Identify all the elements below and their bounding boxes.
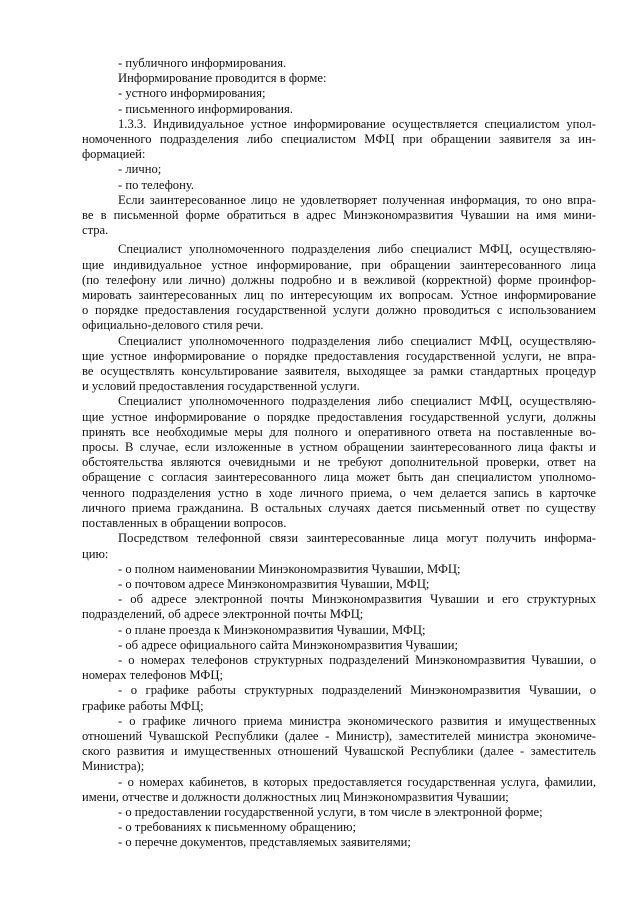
text-line: - публичного информирования. [118,56,287,70]
text-line: 1.3.3. Индивидуальное устное информирование осуществляется специалистом упол- [118,116,596,131]
text-line: Министра); [82,759,145,774]
document-page [82,56,596,851]
text-line: имени, отчестве и должности должностных лиц Минэкономразвития Чувашии; [82,789,509,804]
text-line: - о номерах кабинетов, в которых предоставляется государственная услуга, фамилии, [118,774,596,789]
text-line: - о предоставлении государственной услуги, в том числе в электронной форме; [118,804,543,819]
text-line: стра. [82,223,109,238]
text-line: графике работы МФЦ; [82,698,204,713]
text-line: подразделений, об адресе электронной почты МФЦ; [82,607,364,622]
text-line: ве в письменной форме обратиться в адрес Минэкономразвития Чувашии на имя мини- [82,208,596,223]
text-line: щие индивидуальное устное информирование, при обращении заинтересованного лица [82,257,596,272]
text-line: просы. В случае, если изложенные в устном обращении заинтересованного лица факты и [82,440,596,455]
text-line: - о плане проезда к Минэкономразвития Чувашии, МФЦ; [118,622,426,637]
text-line: ченного подразделения устно в ходе личного приема, о чем делается запись в карточке [82,485,596,500]
text-line: - о номерах телефонов структурных подразделений Минэкономразвития Чувашии, о [118,652,596,667]
text-line: обстоятельства являются очевидными и не требуют дополнительной проверки, ответ на [82,455,596,470]
text-line: отношений Чувашской Республики (далее - Министр), заместителей министра экономиче- [82,728,596,743]
text-line: личного приема гражданина. В остальных случаях дается письменный ответ по существу [82,500,596,515]
text-line: обращение с согласия заинтересованного лица может быть дан специалистом уполномо- [82,470,596,485]
text-line: - устного информирования; [118,86,266,101]
text-line: - письменного информирования. [118,101,293,116]
text-line: принять все необходимые меры для полного и оперативного ответа на поставленные во- [82,424,596,439]
text-line: поставленных в обращении вопросов. [82,516,287,531]
text-line: Посредством телефонной связи заинтересованные лица могут получить информа- [118,531,596,546]
text-line: Специалист уполномоченного подразделения либо специалист МФЦ, осуществляю- [118,333,596,348]
text-line: Если заинтересованное лицо не удовлетворяет полученная информация, то оно впра- [118,192,596,207]
text-line: - о требованиях к письменному обращению; [118,820,356,835]
text-line: мировать заинтересованных лиц по интересующим их вопросам. Устное информирование [82,288,596,303]
text-line: ве осуществлять консультирование заявителя, выходящее за рамки стандартных процедур [82,364,596,379]
text-line: - о полном наименовании Минэкономразвития Чувашии, МФЦ; [118,561,461,576]
text-line: - о графике личного приема министра экономического развития и имущественных [118,713,596,728]
text-line: цию: [82,546,109,561]
text-line: - лично; [118,162,162,177]
text-line: ского развития и имущественных отношений Чувашской Республики (далее - заместитель [82,744,596,759]
text-line: - о почтовом адресе Минэкономразвития Чувашии, МФЦ; [118,576,430,591]
text-line: щие устное информирование о порядке предоставления государственной услуги, не впра- [82,348,596,363]
text-line: - об адресе официального сайта Минэкономразвития Чувашии; [118,637,458,652]
text-line: и условий предоставления государственной услуги. [82,379,360,394]
text-line: Специалист уполномоченного подразделения либо специалист МФЦ, осуществляю- [118,394,596,409]
text-line: Специалист уполномоченного подразделения либо специалист МФЦ, осуществляю- [118,242,596,257]
text-line: номерах телефонов МФЦ; [82,668,223,683]
text-line: - об адресе электронной почты Минэкономразвития Чувашии и его структурных [118,592,596,607]
text-line: официально-делового стиля речи. [82,318,264,333]
text-line: (по телефону или лично) должны подробно и в вежливой (корректной) форме проинфор- [82,272,596,287]
text-line: щие устное информирование о порядке предоставления государственной услуги, должны [82,409,596,424]
text-line: формацией: [82,147,146,162]
text-line: номоченного подразделения либо специалистом МФЦ при обращении заявителя за ин- [82,132,596,147]
text-line: - по телефону. [118,177,195,192]
text-line: о порядке предоставления государственной услуги должно проводиться с использованием [82,303,596,318]
text-line: - о графике работы структурных подразделений Минэкономразвития Чувашии, о [118,683,596,698]
text-line: Информирование проводится в форме: [118,71,327,86]
text-line: - о перечне документов, представляемых заявителями; [118,835,411,850]
